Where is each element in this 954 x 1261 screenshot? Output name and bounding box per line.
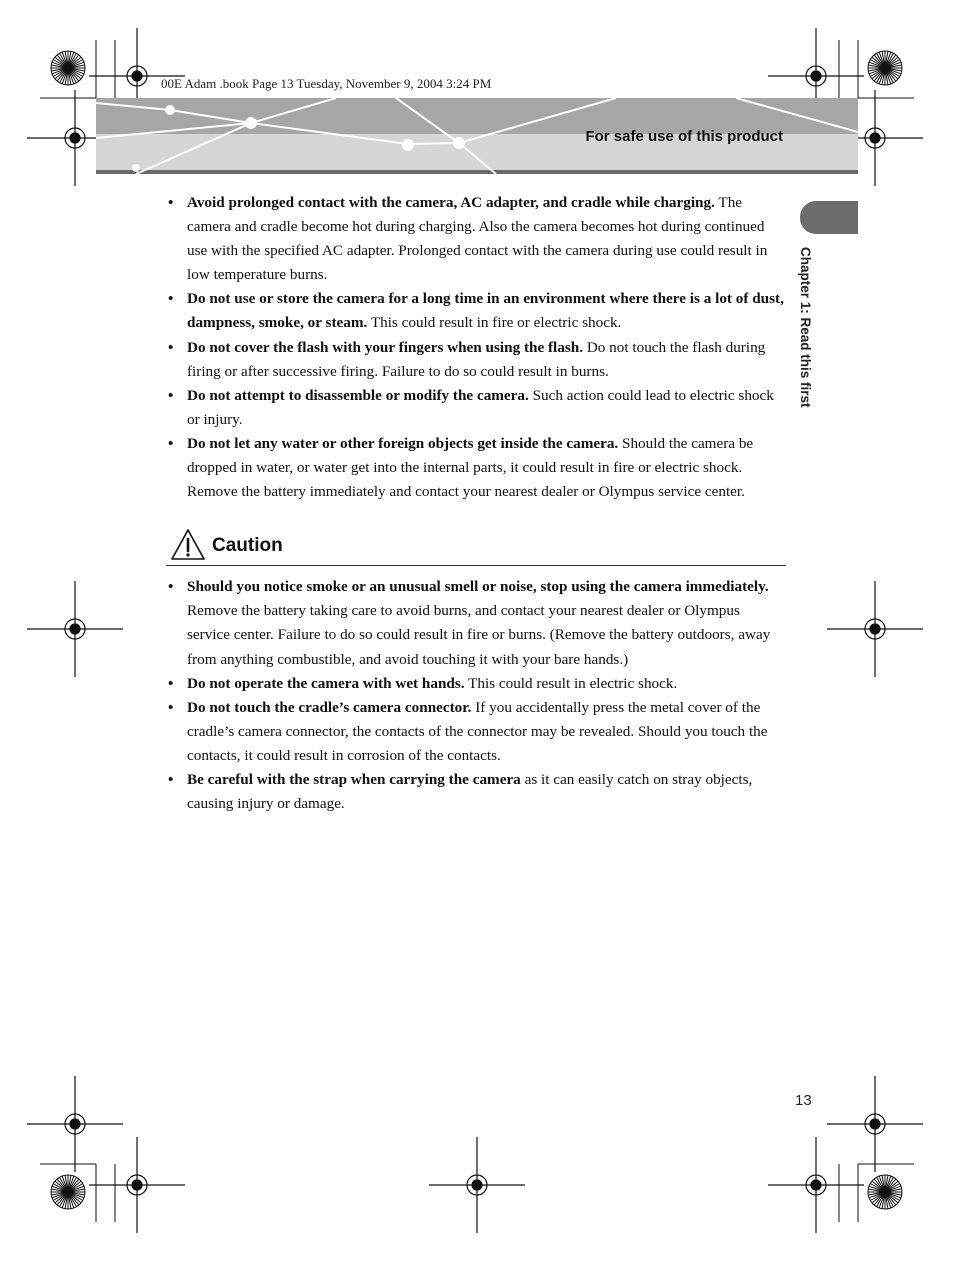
registration-starburst-icon xyxy=(51,1175,85,1209)
registration-cross-icon xyxy=(768,1137,864,1233)
list-item: • Do not touch the cradle’s camera connector. If you accidentally press the metal cover of the cradle’s camera connector, the contacts of the connector may be revealed. Should you touch the contacts, it could result in corrosion of the contacts. xyxy=(168,698,768,764)
list-item: • Avoid prolonged contact with the camera, AC adapter, and cradle while charging. The camera and cradle become hot during charging. Also the camera becomes hot during continued use with the specified AC adapter. Prolonged contact with the camera during use could result in low temperature burns. xyxy=(168,194,768,284)
registration-cross-icon xyxy=(827,581,923,677)
registration-starburst-icon xyxy=(868,1175,902,1209)
warning-triangle-icon xyxy=(170,528,206,562)
registration-cross-icon xyxy=(89,1137,185,1233)
list-item: • Be careful with the strap when carrying the camera as it can easily catch on stray objects, causing injury or damage. xyxy=(168,770,753,813)
banner-title: For safe use of this product xyxy=(585,128,783,145)
registration-cross-icon xyxy=(27,581,123,677)
header-banner xyxy=(96,98,858,174)
list-item: • Do not attempt to disassemble or modify the camera. Such action could lead to electric shock or injury. xyxy=(168,386,774,428)
registration-cross-icon xyxy=(27,1076,123,1172)
print-header: 00E Adam .book Page 13 Tuesday, November 9, 2004 3:24 PM xyxy=(161,76,492,91)
caution-list xyxy=(166,575,786,816)
list-item: • Do not use or store the camera for a long time in an environment where there is a lot of dust, dampness, smoke, or steam. This could result in fire or electric shock. xyxy=(168,290,784,332)
list-item: • Do not let any water or other foreign objects get inside the camera. Should the camera be dropped in water, or water get into the internal parts, it could result in fire or electric shock. Remove the battery immediately and contact your nearest dealer or Olympus service center. xyxy=(168,434,754,501)
list-item: • Do not cover the flash with your fingers when using the flash. Do not touch the flash during firing or after successive firing. Failure to do so could result in burns. xyxy=(168,338,766,380)
caution-heading xyxy=(166,525,786,566)
chapter-tab xyxy=(800,201,858,234)
registration-cross-icon xyxy=(827,1076,923,1172)
list-item: • Should you notice smoke or an unusual smell or noise, stop using the camera immediately. Remove the battery taking care to avoid burns, and contact your nearest dealer or Olympus service center. Failure to do so could result in fire or burns. (Remove the battery outdoors, away from anything combustible, and avoid touching it with your bare hands.) xyxy=(168,578,771,668)
page-content xyxy=(166,191,786,816)
registration-starburst-icon xyxy=(868,51,902,85)
registration-cross-icon xyxy=(429,1137,525,1233)
list-item: • Do not operate the camera with wet hands. This could result in electric shock. xyxy=(168,674,678,692)
chapter-label: Chapter 1: Read this first xyxy=(798,247,813,408)
registration-starburst-icon xyxy=(51,51,85,85)
caution-title: Caution xyxy=(212,535,283,557)
warning-list xyxy=(166,191,786,504)
page-number: 13 xyxy=(795,1092,812,1109)
